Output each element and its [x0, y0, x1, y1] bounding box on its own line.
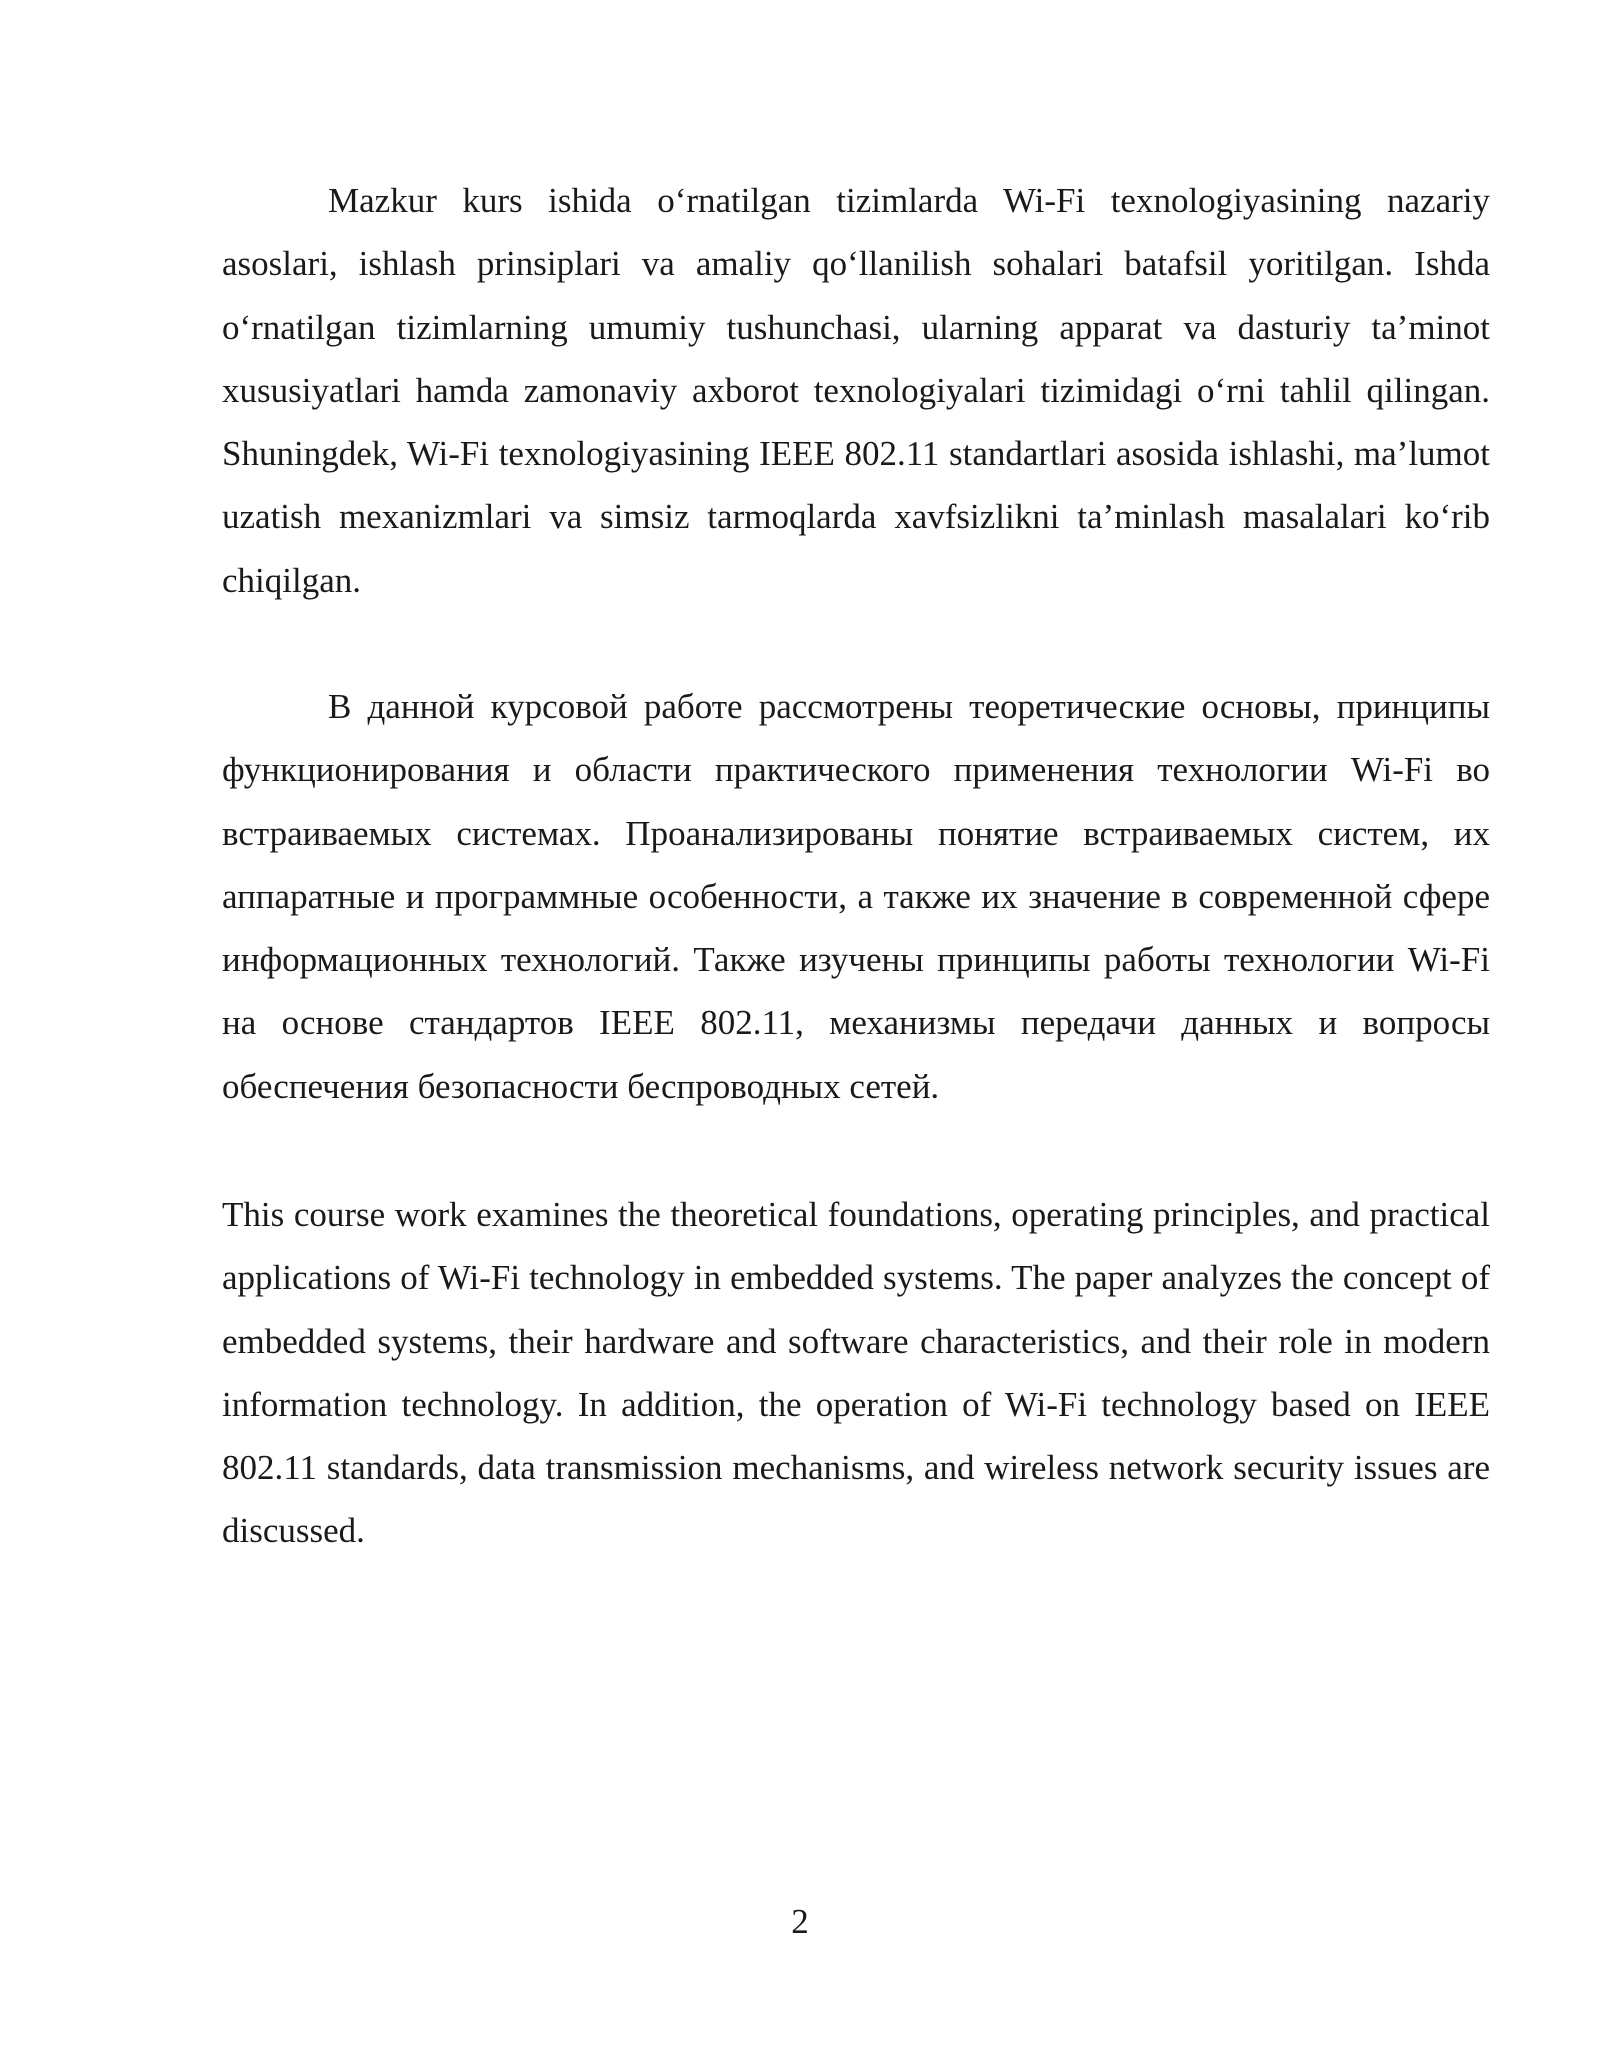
page-number: 2: [791, 1902, 809, 1941]
abstract-paragraph-english: This course work examines the theoretical foundations, operating principles, and practical applications of Wi-Fi technology in embedded systems. The paper analyzes the concept of embedded systems, their hardware and software characteristics, and their role in modern information technology. In addition, the operation of Wi-Fi technology based on IEEE 802.11 standards, data transmission mechanisms, and wireless network security issues are discussed.: [222, 1195, 1490, 1551]
abstract-paragraph-uzbek: Mazkur kurs ishida o‘rnatilgan tizimlarda Wi-Fi texnologiyasining nazariy asoslari, ishlash prinsiplari va amaliy qo‘llanilish sohalari batafsil yoritilgan. Ishda o‘rnatilgan tizimlarning umumiy tushunchasi, ularning apparat va dasturiy ta’minot xususiyatlari hamda zamonaviy axborot texnologiyalari tizimidagi o‘rni tahlil qilingan. Shuningdek, Wi-Fi texnologiyasining IEEE 802.11 standartlari asosida ishlashi, ma’lumot uzatish mexanizmlari va simsiz tarmoqlarda xavfsizlikni ta’minlash masalalari ko‘rib chiqilgan.: [222, 181, 1490, 600]
abstract-paragraph-russian: В данной курсовой работе рассмотрены теоретические основы, принципы функционирования и области практического применения технологии Wi-Fi во встраиваемых системах. Проанализированы понятие встраиваемых систем, их аппаратные и программные особенности, а также их значение в современной сфере информационных технологий. Также изучены принципы работы технологии Wi-Fi на основе стандартов IEEE 802.11, механизмы передачи данных и вопросы обеспечения безопасности беспроводных сетей.: [222, 687, 1490, 1106]
